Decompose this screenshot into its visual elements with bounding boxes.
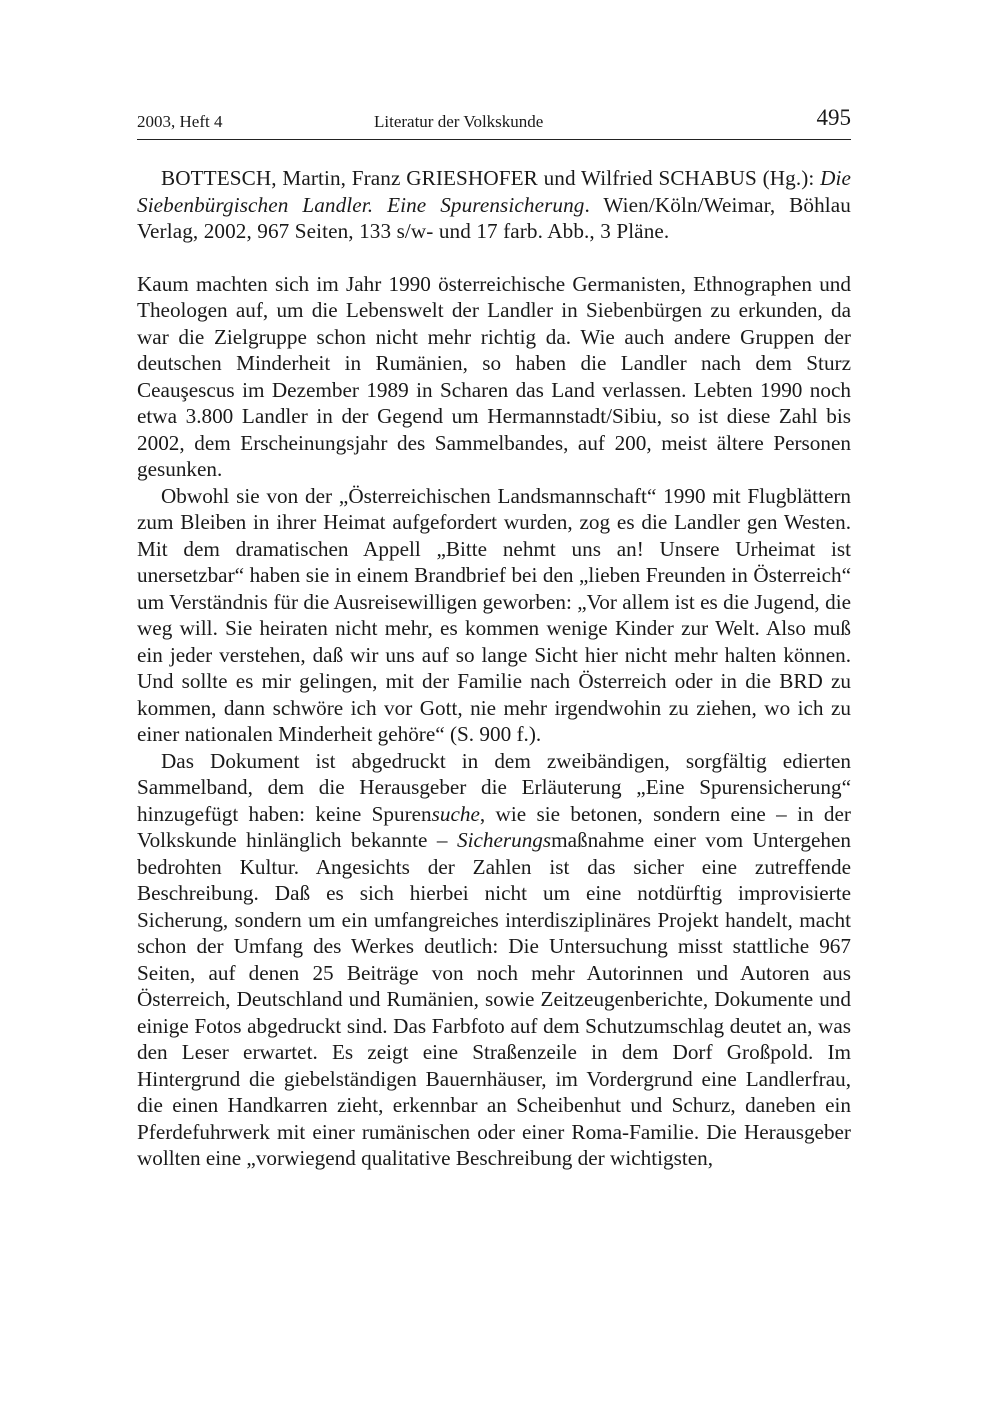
citation-authors: BOTTESCH, Martin, Franz GRIESHOFER und Wilfried SCHABUS (Hg.): xyxy=(161,166,821,190)
emphasis-text: suche xyxy=(431,801,480,826)
paragraph xyxy=(137,483,851,748)
citation-title: Die Siebenbürgischen Landler. Eine Spurensicherung xyxy=(137,166,851,217)
paragraph-text: maßnahme einer vom Untergehen bedrohten Kultur. Angesichts der Zahlen ist das sicher eine zutreffende Beschreibung. Daß es sich hierbei nicht um eine notdürftig improvisierte Sicherung, sondern um ein umfangreiches interdisziplinäres Projekt handelt, macht schon der Umfang des Werkes deutlich: Die Untersuchung misst stattliche 967 Seiten, auf denen 25 Beiträge von noch mehr Autorinnen und Autoren aus Österreich, Deutschland und Rumänien, sowie Zeitzeugenberichte, Dokumente und einige Fotos abgedruckt sind. Das Farbfoto auf dem Schutzumschlag deutet an, was den Leser erwartet. Es zeigt eine Straßenzeile in dem Dorf Großpold. Im Hintergrund die giebelständigen Bauernhäuser, im Vordergrund eine Landlerfrau, die einen Handkarren zieht, erkennbar an Scheibenhut und Schurz, daneben ein Pferdefuhrwerk mit einer rumänischen oder einer Roma-Familie. Die Herausgeber wollten eine „vorwiegend qualitative Beschreibung der wichtigsten, xyxy=(137,828,851,1170)
section-title: Literatur der Volkskunde xyxy=(374,112,544,131)
paragraph-text: Obwohl sie von der „Österreichischen Landsmannschaft“ 1990 mit Flugblättern zum Bleiben in ihrer Heimat aufgefordert wurden, zog es die Landler gen Westen. Mit dem dramatischen Appell „Bitte nehmt uns an! Unsere Urheimat ist unersetzbar“ haben sie in einem Brandbrief bei den „lieben Freunden in Österreich“ um Verständnis für die Ausreisewilligen geworben: „Vor allem ist es die Jugend, die weg will. Sie heiraten nicht mehr, es kommen wenige Kinder zur Welt. Also muß ein jeder verstehen, daß wir uns auf so lange Sicht hier nicht mehr halten können. Und sollte es mir gelingen, mit der Familie nach Österreich oder in die BRD zu kommen, dann schwöre ich vor Gott, nie mehr irgendwohin zu ziehen, wo ich zu einer nationalen Minderheit gehöre“ (S. 900 f.). xyxy=(137,483,851,746)
issue-label: 2003, Heft 4 xyxy=(137,112,223,131)
paragraph xyxy=(137,271,851,483)
paragraph-text: , wie sie betonen, sondern eine – in der Volkskunde hinlänglich bekannte – xyxy=(137,801,851,852)
journal-page xyxy=(137,104,851,1172)
page-number: 495 xyxy=(816,105,851,130)
review-body xyxy=(137,271,851,1172)
paragraph-text: Kaum machten sich im Jahr 1990 österreichische Germanisten, Ethnographen und Theologen auf, um die Lebenswelt der Landler in Siebenbürgen zu erkunden, da war die Zielgruppe schon nicht mehr richtig da. Wie auch andere Gruppen der deutschen Minderheit in Rumänien, so haben die Landler nach dem Sturz Ceauşescus im Dezember 1989 in Scharen das Land verlassen. Lebten 1990 noch etwa 3.800 Landler in der Gegend um Hermannstadt/Sibiu, so ist diese Zahl bis 2002, dem Erscheinungsjahr des Sammelbandes, auf 200, meist ältere Personen gesunken. xyxy=(137,271,851,481)
header-rule xyxy=(137,139,851,140)
emphasis-text: Sicherungs xyxy=(456,828,552,852)
paragraph-text: Das Dokument ist abgedruckt in dem zweibändigen, sorgfältig edierten Sammelband, dem die Herausgeber die Erläuterung „Eine Spurensicherung“ hinzugefügt haben: keine Spuren xyxy=(137,748,851,826)
citation-publication: . Wien/Köln/Weimar, Böhlau Verlag, 2002, 967 Seiten, 133 s/w- und 17 farb. Abb., 3 Pläne. xyxy=(137,192,851,243)
running-head xyxy=(137,104,851,138)
book-citation xyxy=(137,165,851,245)
paragraph xyxy=(137,748,851,1172)
